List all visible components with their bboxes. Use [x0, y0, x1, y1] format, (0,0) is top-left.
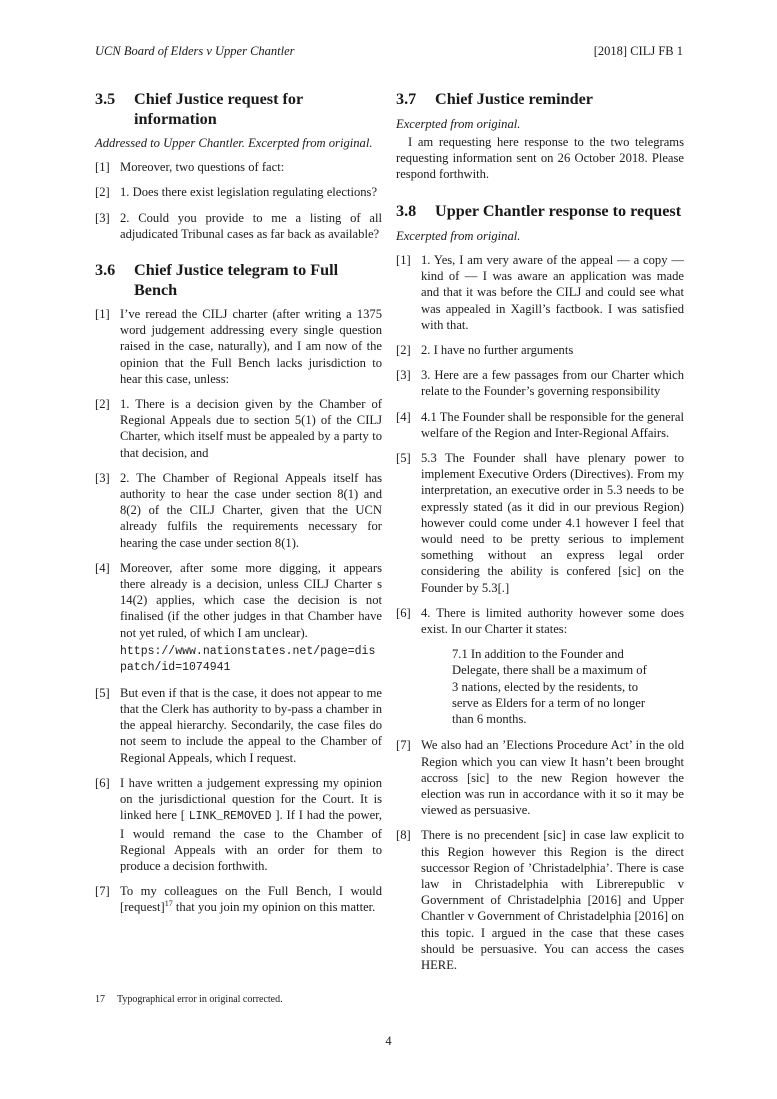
- paragraph: [396, 605, 684, 637]
- paragraph: [396, 342, 684, 358]
- paragraph-text: 3. Here are a few passages from our Charter which relate to the Founder’s governing responsibility: [421, 368, 684, 399]
- paragraph-text: [120, 775, 382, 874]
- paragraph-text: 2. The Chamber of Regional Appeals itself has authority to hear the case under section 8(1) and 8(2) of the CILJ Charter, given that the UCN already fulfils the requirements necessary for hearing the case under section 8(1).: [120, 470, 382, 550]
- paragraph-text: But even if that is the case, it does not appear to me that the Clerk has authority to by-pass a chamber in the appeal hierarchy. Secondarily, the case files do not seem to include the appeal to the Chamber of Regional Appeals, which I request.: [120, 685, 382, 765]
- paragraph-text: 1. There is a decision given by the Chamber of Regional Appeals due to section 5(1) of the CILJ Charter, which itself must be appealed by a party to that decision, and: [120, 397, 382, 460]
- paragraph: [95, 560, 382, 641]
- paragraph-number: [1]: [95, 160, 110, 175]
- section-3-5-heading: [95, 90, 382, 129]
- paragraph-number: [1]: [396, 253, 411, 268]
- section-title: Chief Justice request for information: [134, 90, 303, 128]
- charter-quote: 7.1 In addition to the Founder and Delegate, there shall be a maximum of 3 nations, elected by the residents, to serve as Elders for a term of no longer than 6 months.: [452, 647, 647, 727]
- paragraph: [95, 775, 382, 874]
- paragraph-number: [5]: [95, 685, 110, 700]
- section-subtitle: Excerpted from original.: [396, 116, 521, 131]
- paragraph-text: There is no precendent [sic] in case law explicit to this Region however this Region is the direct successor Region of ’Christadelphia’. There is case law in Christadelphia with Librerepublic v Government of Christadelphia [2016] and Upper Chantler v Government of Christadelphia [2016] on this topic. I argued in the case that these cases should be persuasive. You can access the cases HERE.: [421, 828, 684, 972]
- paragraph-number: [5]: [396, 451, 411, 466]
- section-subtitle: Excerpted from original.: [396, 228, 521, 243]
- footnote-text: Typographical error in original corrected.: [117, 994, 283, 1005]
- paragraph: [396, 450, 684, 596]
- paragraph-number: [2]: [396, 343, 411, 358]
- paragraph-text-start: I have written a judgement expressing my opinion on the jurisdictional question for the Court. It is linked here [: [120, 775, 382, 823]
- paragraph-text: We also had an ’Elections Procedure Act’ in the old Region which you can view It hasn’t been brought accross [sic] to the new Region however the election was run in accordance with it so it may be viewed as persuasive.: [421, 738, 684, 818]
- section-3-7-heading: [396, 90, 684, 110]
- section-number: 3.7: [396, 90, 417, 108]
- paragraph-number: [7]: [396, 738, 411, 753]
- paragraph: [95, 159, 382, 175]
- footnote-reference[interactable]: 17: [164, 899, 173, 909]
- paragraph: [396, 367, 684, 399]
- footnote-mark: 17: [95, 994, 105, 1005]
- paragraph-text: 1. Yes, I am very aware of the appeal — a copy — kind of — I was aware an application was made and that it was before the CILJ and could see what was appealed in Xagill’s factbook. I was satisfied with that.: [421, 253, 684, 332]
- paragraph-text: Moreover, two questions of fact:: [120, 160, 285, 175]
- left-column: [95, 90, 382, 925]
- paragraph-number: [8]: [396, 828, 411, 843]
- footnote: [95, 994, 382, 1005]
- paragraph-text: 1. Does there exist legislation regulating elections?: [120, 185, 378, 200]
- section-body: I am requesting here response to the two telegrams requesting information sent on 26 October 2018. Please respond forthwith.: [396, 134, 684, 182]
- paragraph: [95, 210, 382, 242]
- paragraph-number: [6]: [95, 775, 110, 790]
- paragraph-text: 4.1 The Founder shall be responsible for the general welfare of the Region and Inter-Regional Affairs.: [421, 409, 684, 440]
- paragraph-text-start: To my colleagues on the Full Bench, I would [request]: [120, 884, 382, 915]
- paragraph-text-end: that you join my opinion on this matter.: [172, 900, 376, 915]
- paragraph: [95, 306, 382, 387]
- paragraph: [95, 685, 382, 766]
- citation: [2018] CILJ FB 1: [593, 44, 683, 58]
- paragraph: [396, 737, 684, 818]
- paragraph: [95, 396, 382, 461]
- paragraph: [396, 409, 684, 441]
- section-3-6-heading: [95, 261, 382, 300]
- page-number: 4: [385, 1034, 392, 1048]
- paragraph-number: [2]: [95, 397, 110, 412]
- dispatch-url[interactable]: https://www.nationstates.net/page=dispatch/id=1074941: [120, 644, 376, 674]
- paragraph-number: [2]: [95, 185, 110, 200]
- right-column: [396, 90, 684, 982]
- section-number: 3.5: [95, 90, 116, 108]
- removed-link[interactable]: LINK_REMOVED: [188, 810, 272, 824]
- paragraph: [95, 883, 382, 915]
- section-title: Chief Justice reminder: [435, 90, 593, 108]
- section-title: Chief Justice telegram to Full Bench: [134, 261, 339, 299]
- paragraph-number: [3]: [95, 470, 110, 485]
- paragraph: [396, 252, 684, 333]
- case-name: UCN Board of Elders v Upper Chantler: [95, 44, 295, 58]
- paragraph-text: Moreover, after some more digging, it appears there already is a decision, unless CILJ Charter s 14(2) applies, which case the decision is not finalised (if the other judges in that Chamber have not yet ruled, of which I am unclear).: [120, 560, 382, 640]
- paragraph: [95, 470, 382, 551]
- paragraph: [396, 827, 684, 973]
- paragraph-number: [4]: [396, 409, 411, 424]
- section-3-8-heading: [396, 202, 684, 222]
- paragraph-number: [7]: [95, 884, 110, 899]
- paragraph-text-end: ]. If I had the power, I would remand the case to the Chamber of Regional Appeals with an order for them to produce a decision forthwith.: [120, 808, 382, 873]
- paragraph-text: [120, 883, 382, 915]
- paragraph-number: [1]: [95, 307, 110, 322]
- paragraph-number: [3]: [95, 210, 110, 225]
- section-subtitle: Addressed to Upper Chantler. Excerpted from original.: [95, 136, 373, 150]
- paragraph: [95, 184, 382, 200]
- section-number: 3.6: [95, 261, 116, 280]
- paragraph-text: 5.3 The Founder shall have plenary power to implement Executive Orders (Directives). From my interpretation, an executive order in 5.3 needs to be expressly stated (as it did in our previous Region) however could come under 4.1 however I feel that would need to be pretty serious to implement something without an express legal order considering the ability is confered [sic] on the Founder by 5.3[.]: [421, 451, 684, 595]
- section-title: Upper Chantler response to request: [435, 202, 682, 221]
- paragraph-number: [6]: [396, 605, 411, 620]
- paragraph-number: [4]: [95, 560, 110, 575]
- paragraph-text: 4. There is limited authority however some does exist. In our Charter it states:: [421, 605, 684, 637]
- running-header: [95, 44, 683, 62]
- section-number: 3.8: [396, 202, 417, 221]
- paragraph-number: [3]: [396, 368, 411, 383]
- paragraph-text: 2. I have no further arguments: [421, 343, 574, 358]
- paragraph-text: 2. Could you provide to me a listing of all adjudicated Tribunal cases as far back as available?: [120, 210, 382, 241]
- paragraph-text: I’ve reread the CILJ charter (after writing a 1375 word judgement addressing every single question raised in the case, naturally), and I am now of the opinion that the Full Bench lacks jurisdiction to hear this case, unless:: [120, 307, 382, 386]
